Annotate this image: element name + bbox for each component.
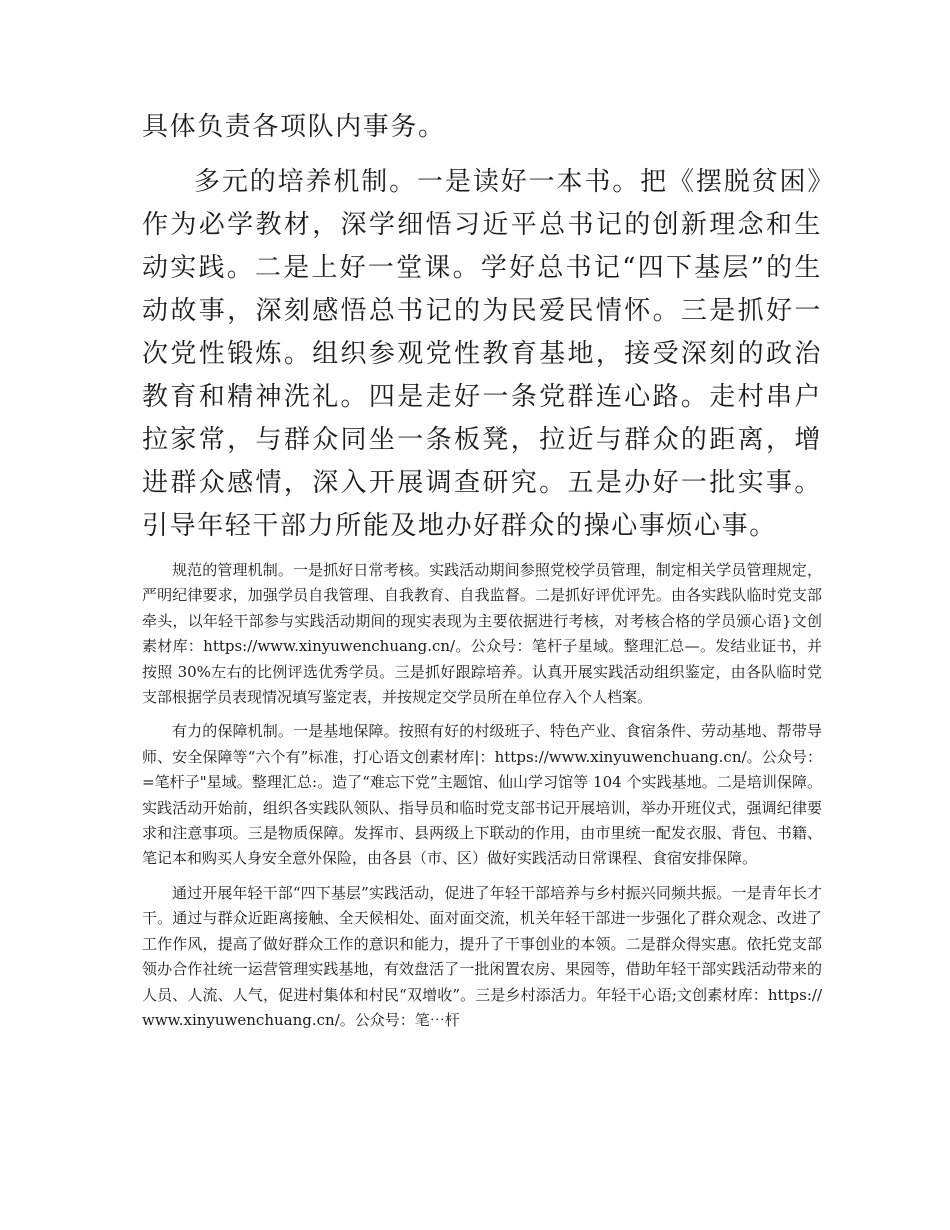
paragraph-results: 通过开展年轻干部“四下基层”实践活动，促进了年轻干部培养与乡村振兴同频共振。一是青年长才干。通过与群众近距离接触、全天候相处、面对面交流，机关年轻干部进一步强化了群众观念、改进了工作作风，提高了做好群众工作的意识和能力，提升了干事创业的本领。二是群众得实惠。依托党支部领办合作社统一运营管理实践基地，有效盘活了一批闲置农房、果园等，借助年轻干部实践活动带来的人员、人流、人气，促进村集体和村民“双增收”。三是乡村添活力。年轻干心语;文创素材库：https://www.xinyuwenchuang.cn/。公众号：笔⋯杆 (142, 883, 822, 1029)
paragraph-training-mechanism: 多元的培养机制。一是读好一本书。把《摆脱贫困》作为必学教材，深学细悟习近平总书记的创新理念和生动实践。二是上好一堂课。学好总书记“四下基层”的生动故事，深刻感悟总书记的为民爱民情怀。三是抓好一次党性锻炼。组织参观党性教育基地，接受深刻的政治教育和精神洗礼。四是走好一条党群连心路。走村串户拉家常，与群众同坐一条板凳，拉近与群众的距离，增进群众感情，深入开展调查研究。五是办好一批实事。引导年轻干部力所能及地办好群众的操心事烦心事。 (142, 167, 822, 541)
paragraph-continuation: 具体负责各项队内事务。 (142, 112, 446, 142)
document-page (142, 0, 822, 1033)
paragraph-guarantee-mechanism: 有力的保障机制。一是基地保障。按照有好的村级班子、特色产业、食宿条件、劳动基地、帮带导师、安全保障等“六个有”标准，打心语文创素材库|：https://www.xinyuwenchuang.cn/。公众号：=笔杆子"星域。整理汇总:。造了“难忘下党”主题馆、仙山学习馆等 104 个实践基地。二是培训保障。实践活动开始前，组织各实践队领队、指导员和临时党支部书记开展培训，举办开班仪式，强调纪律要求和注意事项。三是物质保障。发挥市、县两级上下联动的作用，由市里统一配发衣服、背包、书籍、笔记本和购买人身安全意外保险，由各县（市、区）做好实践活动日常课程、食宿安排保障。 (142, 722, 822, 868)
paragraph-management-mechanism: 规范的管理机制。一是抓好日常考核。实践活动期间参照党校学员管理，制定相关学员管理规定，严明纪律要求，加强学员自我管理、自我教育、自我监督。二是抓好评优评先。由各实践队临时党支部牵头，以年轻干部参与实践活动期间的现实表现为主要依据进行考核，对考核合格的学员颁心语}文创素材库：https://www.xinyuwenchuang.cn/。公众号：笔杆子星域。整理汇总—。发结业证书，并按照 30%左右的比例评选优秀学员。三是抓好跟踪培养。认真开展实践活动组织鉴定，由各队临时党支部根据学员表现情况填写鉴定表，并按规定交学员所在单位存入个人档案。 (142, 561, 822, 707)
